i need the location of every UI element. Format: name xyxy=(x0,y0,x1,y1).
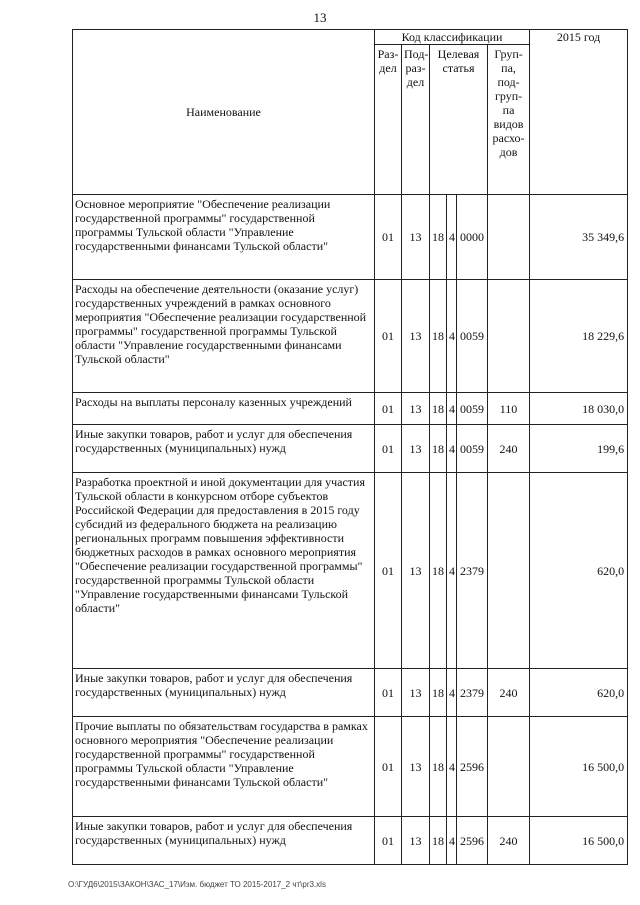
header-razdel: Раз- дел xyxy=(375,45,402,195)
page-number: 13 xyxy=(313,10,327,25)
table-row xyxy=(73,195,628,280)
row-podrazdel: 13 xyxy=(402,425,430,473)
row-name: Иные закупки товаров, работ и услуг для обеспечения государственных (муниципальных) нужд xyxy=(73,817,375,865)
row-sum: 620,0 xyxy=(530,473,628,669)
row-razdel: 01 xyxy=(375,669,402,717)
file-path-footer: O:\ГУД6\2015\ЗАКОН\ЗАС_17\Изм. бюджет ТО 2015-2017_2 чт\pr3.xls xyxy=(68,880,326,889)
row-sum: 16 500,0 xyxy=(530,717,628,817)
row-cs-program: 18 xyxy=(430,669,447,717)
table-row xyxy=(73,280,628,393)
row-podrazdel: 13 xyxy=(402,669,430,717)
row-expense-type: 240 xyxy=(488,669,530,717)
row-cs-program: 18 xyxy=(430,717,447,817)
row-cs-program: 18 xyxy=(430,195,447,280)
row-name: Иные закупки товаров, работ и услуг для обеспечения государственных (муниципальных) нужд xyxy=(73,669,375,717)
header-code-classification: Код классификации xyxy=(375,30,530,45)
row-podrazdel: 13 xyxy=(402,717,430,817)
budget-table xyxy=(72,29,628,865)
row-podrazdel: 13 xyxy=(402,473,430,669)
table-row xyxy=(73,393,628,425)
row-cs-subprogram: 4 xyxy=(447,669,457,717)
header-podrazdel: Под- раз- дел xyxy=(402,45,430,195)
header-name: Наименование xyxy=(73,30,375,195)
row-cs-program: 18 xyxy=(430,817,447,865)
row-cs-subprogram: 4 xyxy=(447,195,457,280)
row-name: Иные закупки товаров, работ и услуг для обеспечения государственных (муниципальных) нужд xyxy=(73,425,375,473)
row-cs-direction: 0000 xyxy=(457,195,488,280)
row-cs-subprogram: 4 xyxy=(447,473,457,669)
row-expense-type: 240 xyxy=(488,425,530,473)
table-row xyxy=(73,817,628,865)
row-sum: 35 349,6 xyxy=(530,195,628,280)
row-expense-type xyxy=(488,473,530,669)
table-row xyxy=(73,473,628,669)
row-cs-subprogram: 4 xyxy=(447,393,457,425)
row-sum: 199,6 xyxy=(530,425,628,473)
row-name: Расходы на выплаты персоналу казенных учреждений xyxy=(73,393,375,425)
row-sum: 620,0 xyxy=(530,669,628,717)
row-razdel: 01 xyxy=(375,393,402,425)
row-cs-program: 18 xyxy=(430,393,447,425)
row-cs-direction: 2379 xyxy=(457,473,488,669)
table-row xyxy=(73,425,628,473)
row-razdel: 01 xyxy=(375,195,402,280)
row-cs-program: 18 xyxy=(430,473,447,669)
row-sum: 16 500,0 xyxy=(530,817,628,865)
row-expense-type xyxy=(488,717,530,817)
row-podrazdel: 13 xyxy=(402,195,430,280)
header-year: 2015 год xyxy=(530,30,628,195)
row-cs-direction: 0059 xyxy=(457,280,488,393)
row-expense-type xyxy=(488,195,530,280)
row-cs-subprogram: 4 xyxy=(447,817,457,865)
row-name: Основное мероприятие "Обеспечение реализации государственной программы" государственной программы Тульской области "Управление государственными финансами Тульской области" xyxy=(73,195,375,280)
table-row xyxy=(73,717,628,817)
row-razdel: 01 xyxy=(375,817,402,865)
row-name: Расходы на обеспечение деятельности (оказание услуг) государственных учреждений в рамках основного мероприятия "Обеспечение реализации государственной программы" государственной программы Тульской области "Управление государственными финансами Тульской области" xyxy=(73,280,375,393)
row-razdel: 01 xyxy=(375,717,402,817)
table-row xyxy=(73,669,628,717)
row-podrazdel: 13 xyxy=(402,280,430,393)
row-cs-direction: 2596 xyxy=(457,817,488,865)
row-cs-direction: 0059 xyxy=(457,425,488,473)
row-cs-direction: 0059 xyxy=(457,393,488,425)
row-cs-subprogram: 4 xyxy=(447,717,457,817)
row-sum: 18 030,0 xyxy=(530,393,628,425)
header-expense-group: Груп- па, под- груп- па видов расхо- дов xyxy=(488,45,530,195)
row-name: Прочие выплаты по обязательствам государства в рамках основного мероприятия "Обеспечение реализации государственной программы" государственной программы Тульской области "Управление государственными финансами Тульской области" xyxy=(73,717,375,817)
row-cs-program: 18 xyxy=(430,425,447,473)
row-razdel: 01 xyxy=(375,280,402,393)
row-razdel: 01 xyxy=(375,473,402,669)
row-cs-subprogram: 4 xyxy=(447,280,457,393)
row-expense-type: 110 xyxy=(488,393,530,425)
row-cs-direction: 2596 xyxy=(457,717,488,817)
row-expense-type: 240 xyxy=(488,817,530,865)
header-target-article: Целевая статья xyxy=(430,45,488,195)
row-expense-type xyxy=(488,280,530,393)
row-cs-program: 18 xyxy=(430,280,447,393)
row-sum: 18 229,6 xyxy=(530,280,628,393)
row-razdel: 01 xyxy=(375,425,402,473)
row-cs-subprogram: 4 xyxy=(447,425,457,473)
row-podrazdel: 13 xyxy=(402,817,430,865)
row-podrazdel: 13 xyxy=(402,393,430,425)
row-name: Разработка проектной и иной документации для участия Тульской области в конкурсном отборе субъектов Российской Федерации для предоставления в 2015 году субсидий из федерального бюджета на реализацию региональных программ повышения эффективности бюджетных расходов в рамках основного мероприятия "Обеспечение реализации государственной программы" государственной программы Тульской области "Управление государственными финансами Тульской области" xyxy=(73,473,375,669)
row-cs-direction: 2379 xyxy=(457,669,488,717)
